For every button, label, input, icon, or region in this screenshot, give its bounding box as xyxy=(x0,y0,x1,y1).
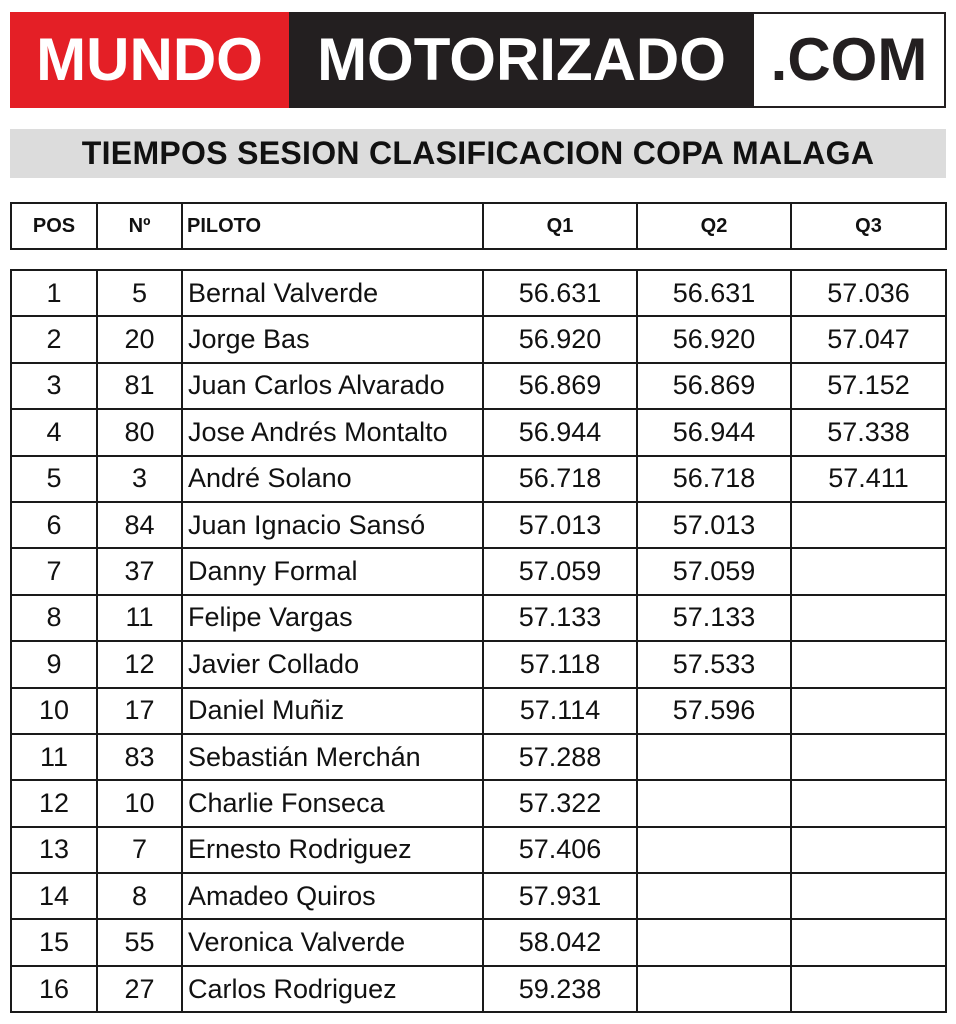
cell-q3 xyxy=(791,827,946,873)
cell-number: 27 xyxy=(97,966,182,1012)
cell-piloto: Juan Carlos Alvarado xyxy=(182,363,483,409)
cell-piloto: André Solano xyxy=(182,456,483,502)
cell-piloto: Juan Ignacio Sansó xyxy=(182,502,483,548)
cell-q2 xyxy=(637,873,791,919)
cell-q2: 56.718 xyxy=(637,456,791,502)
title-bar xyxy=(10,129,946,178)
cell-piloto: Javier Collado xyxy=(182,641,483,687)
cell-pos: 12 xyxy=(11,780,97,826)
cell-pos: 6 xyxy=(11,502,97,548)
cell-number: 55 xyxy=(97,919,182,965)
cell-pos: 5 xyxy=(11,456,97,502)
cell-pos: 10 xyxy=(11,688,97,734)
table-row xyxy=(11,363,946,409)
cell-pos: 16 xyxy=(11,966,97,1012)
table-row xyxy=(11,641,946,687)
cell-pos: 2 xyxy=(11,316,97,362)
cell-pos: 7 xyxy=(11,548,97,594)
cell-piloto: Veronica Valverde xyxy=(182,919,483,965)
cell-q3 xyxy=(791,502,946,548)
cell-q2: 56.944 xyxy=(637,409,791,455)
cell-piloto: Daniel Muñiz xyxy=(182,688,483,734)
cell-number: 12 xyxy=(97,641,182,687)
header-q2: Q2 xyxy=(637,203,791,249)
cell-piloto: Ernesto Rodriguez xyxy=(182,827,483,873)
cell-pos: 11 xyxy=(11,734,97,780)
cell-number: 11 xyxy=(97,595,182,641)
cell-q2 xyxy=(637,919,791,965)
table-row xyxy=(11,780,946,826)
cell-q2 xyxy=(637,734,791,780)
cell-number: 37 xyxy=(97,548,182,594)
cell-q1: 58.042 xyxy=(483,919,637,965)
table-row xyxy=(11,734,946,780)
site-logo-banner xyxy=(10,12,946,108)
logo-motorizado: MOTORIZADO xyxy=(289,12,754,108)
cell-q2: 56.631 xyxy=(637,270,791,316)
cell-q3 xyxy=(791,780,946,826)
cell-q2 xyxy=(637,780,791,826)
cell-piloto: Carlos Rodriguez xyxy=(182,966,483,1012)
cell-number: 5 xyxy=(97,270,182,316)
header-q3: Q3 xyxy=(791,203,946,249)
table-row xyxy=(11,548,946,594)
cell-number: 10 xyxy=(97,780,182,826)
cell-q3 xyxy=(791,873,946,919)
cell-number: 83 xyxy=(97,734,182,780)
cell-piloto: Sebastián Merchán xyxy=(182,734,483,780)
cell-number: 81 xyxy=(97,363,182,409)
table-row xyxy=(11,316,946,362)
header-piloto: PILOTO xyxy=(182,203,483,249)
cell-q2: 57.059 xyxy=(637,548,791,594)
cell-q1: 59.238 xyxy=(483,966,637,1012)
cell-q2 xyxy=(637,827,791,873)
cell-q1: 57.059 xyxy=(483,548,637,594)
cell-q2: 57.133 xyxy=(637,595,791,641)
cell-pos: 8 xyxy=(11,595,97,641)
results-table xyxy=(10,269,947,1013)
cell-q2: 56.869 xyxy=(637,363,791,409)
cell-q2: 57.596 xyxy=(637,688,791,734)
results-header-table xyxy=(10,202,947,250)
cell-pos: 4 xyxy=(11,409,97,455)
cell-q1: 56.944 xyxy=(483,409,637,455)
cell-number: 20 xyxy=(97,316,182,362)
table-row xyxy=(11,409,946,455)
cell-q2: 56.920 xyxy=(637,316,791,362)
table-row xyxy=(11,827,946,873)
table-row xyxy=(11,270,946,316)
table-row xyxy=(11,966,946,1012)
cell-q3 xyxy=(791,966,946,1012)
cell-q3 xyxy=(791,641,946,687)
cell-pos: 3 xyxy=(11,363,97,409)
cell-number: 3 xyxy=(97,456,182,502)
cell-pos: 1 xyxy=(11,270,97,316)
header-number: Nº xyxy=(97,203,182,249)
cell-q3: 57.036 xyxy=(791,270,946,316)
header-q1: Q1 xyxy=(483,203,637,249)
cell-piloto: Bernal Valverde xyxy=(182,270,483,316)
cell-q3: 57.411 xyxy=(791,456,946,502)
cell-number: 8 xyxy=(97,873,182,919)
cell-pos: 13 xyxy=(11,827,97,873)
cell-q3 xyxy=(791,734,946,780)
cell-pos: 9 xyxy=(11,641,97,687)
cell-q1: 57.114 xyxy=(483,688,637,734)
cell-q1: 57.322 xyxy=(483,780,637,826)
cell-q3 xyxy=(791,548,946,594)
cell-q1: 56.718 xyxy=(483,456,637,502)
table-row xyxy=(11,502,946,548)
table-row xyxy=(11,919,946,965)
cell-q3 xyxy=(791,688,946,734)
cell-q1: 57.133 xyxy=(483,595,637,641)
cell-piloto: Jorge Bas xyxy=(182,316,483,362)
header-row xyxy=(11,203,946,249)
cell-q2 xyxy=(637,966,791,1012)
cell-piloto: Amadeo Quiros xyxy=(182,873,483,919)
cell-q3 xyxy=(791,919,946,965)
cell-piloto: Danny Formal xyxy=(182,548,483,594)
cell-q1: 56.631 xyxy=(483,270,637,316)
cell-q1: 57.013 xyxy=(483,502,637,548)
cell-q2: 57.013 xyxy=(637,502,791,548)
logo-dotcom: .COM xyxy=(754,12,946,108)
cell-q1: 56.869 xyxy=(483,363,637,409)
cell-number: 80 xyxy=(97,409,182,455)
cell-number: 7 xyxy=(97,827,182,873)
cell-q1: 57.406 xyxy=(483,827,637,873)
cell-piloto: Charlie Fonseca xyxy=(182,780,483,826)
table-row xyxy=(11,456,946,502)
page-title: TIEMPOS SESION CLASIFICACION COPA MALAGA xyxy=(81,135,875,171)
cell-piloto: Jose Andrés Montalto xyxy=(182,409,483,455)
logo-mundo: MUNDO xyxy=(10,12,289,108)
cell-q2: 57.533 xyxy=(637,641,791,687)
table-row xyxy=(11,688,946,734)
table-row xyxy=(11,595,946,641)
cell-number: 84 xyxy=(97,502,182,548)
cell-q1: 57.118 xyxy=(483,641,637,687)
cell-piloto: Felipe Vargas xyxy=(182,595,483,641)
cell-q1: 57.931 xyxy=(483,873,637,919)
cell-q3: 57.152 xyxy=(791,363,946,409)
cell-number: 17 xyxy=(97,688,182,734)
cell-pos: 14 xyxy=(11,873,97,919)
cell-q1: 56.920 xyxy=(483,316,637,362)
table-row xyxy=(11,873,946,919)
cell-q3: 57.338 xyxy=(791,409,946,455)
cell-q3 xyxy=(791,595,946,641)
header-pos: POS xyxy=(11,203,97,249)
cell-q1: 57.288 xyxy=(483,734,637,780)
cell-q3: 57.047 xyxy=(791,316,946,362)
cell-pos: 15 xyxy=(11,919,97,965)
